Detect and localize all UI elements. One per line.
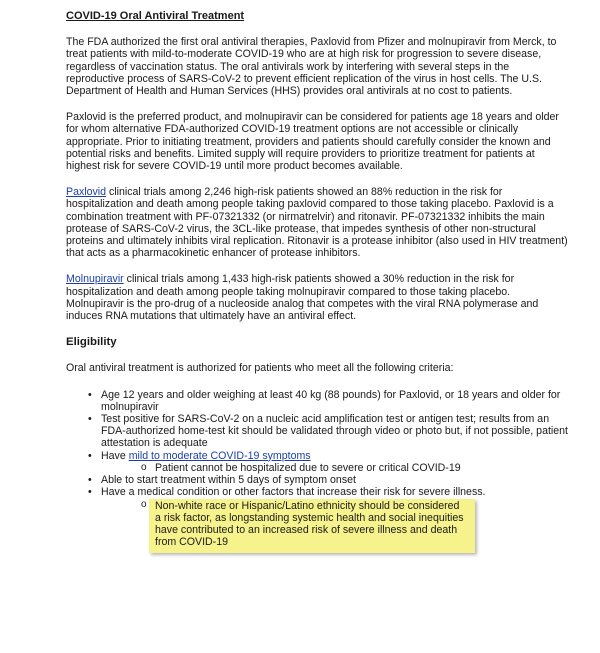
paxlovid-paragraph — [66, 186, 570, 259]
criterion-symptoms-sub: o Patient cannot be hospitalized due to severe or critical COVID-19 — [141, 462, 570, 474]
criterion-condition — [88, 486, 570, 553]
eligibility-criteria-list — [66, 389, 570, 554]
paxlovid-link[interactable]: Paxlovid — [66, 186, 107, 199]
criterion-age: • Age 12 years and older weighing at least 40 kg (88 pounds) for Paxlovid, or 18 years and older for molnupiravir — [88, 389, 570, 413]
paxlovid-text: clinical trials among 2,246 high-risk patients showed an 88% reduction in the risk for hospitalization and death among people taking paxlovid compared to those taking placebo. Paxlovid is a combination treatment with PF-07321332 (or nirmatrelvir) and ritonavir. PF-07321332 inhibits the main protease of SARS-CoV-2 virus, the 3CL-like protease, that impedes synthesis of other non-structural proteins and ultimately inhibits viral replication. Ritonavir is a protease inhibitor (also used in HIV treatment) that acts as a pharmacokinetic enhancer of protease inhibitors. — [66, 186, 568, 260]
criterion-symptoms — [88, 450, 570, 474]
condition-sublist — [101, 499, 570, 554]
eligibility-heading: Eligibility — [66, 336, 117, 349]
criterion-test: • Test positive for SARS-CoV-2 on a nucleic acid amplification test or antigen test; results from an FDA-authorized home-test kit should be validated through video or photo but, if not possible, patient attestation is adequate — [88, 413, 570, 450]
criterion-timing: • Able to start treatment within 5 days of symptom onset — [88, 474, 570, 486]
risk-factor-highlight-item — [141, 499, 570, 554]
mild-moderate-symptoms-link[interactable]: mild to moderate COVID-19 symptoms — [128, 449, 311, 462]
highlighted-note: o Non-white race or Hispanic/Latino ethnicity should be considered a risk factor, as longstanding systemic health and social inequities have contributed to an increased risk of severe illness and death from COVID-19 — [149, 499, 475, 554]
molnupiravir-link[interactable]: Molnupiravir — [66, 273, 124, 286]
symptoms-sublist — [101, 462, 570, 474]
criterion-symptoms-prefix: Have — [101, 449, 129, 462]
eligibility-intro: Oral antiviral treatment is authorized for patients who meet all the following criteria: — [66, 362, 454, 375]
document-title: COVID-19 Oral Antiviral Treatment — [66, 10, 245, 22]
molnupiravir-paragraph — [66, 273, 570, 322]
criterion-condition-text: Have a medical condition or other factors that increase their risk for severe illness. — [101, 486, 486, 499]
intro-paragraph: The FDA authorized the first oral antiviral therapies, Paxlovid from Pfizer and molnupiravir from Merck, to treat patients with mild-to-moderate COVID-19 who are at high risk for progression to severe disease, regardless of vaccination status. The oral antivirals work by interfering with several steps in the reproductive process of SARS-CoV-2 to prevent efficient replication of the virus in host cells. The U.S. Department of Health and Human Services (HHS) provides oral antivirals at no cost to patients. — [66, 36, 557, 98]
molnupiravir-text: clinical trials among 1,433 high-risk patients showed a 30% reduction in the risk for hospitalization and death among people taking molnupiravir compared to those taking placebo. Molnupiravir is the pro-drug of a nucleoside analog that competes with the viral RNA polymerase and induces RNA mutations that ultimately have an antiviral effect. — [66, 273, 539, 323]
preference-paragraph: Paxlovid is the preferred product, and molnupiravir can be considered for patients age 18 years and older for whom alternative FDA-authorized COVID-19 treatment options are not accessible or clinically appropriate. Prior to initiating treatment, providers and patients should carefully consider the known and potential risks and benefits. Limited supply will require providers to prioritize treatment for patients at highest risk for severe COVID-19 until more product becomes available. — [66, 111, 559, 173]
